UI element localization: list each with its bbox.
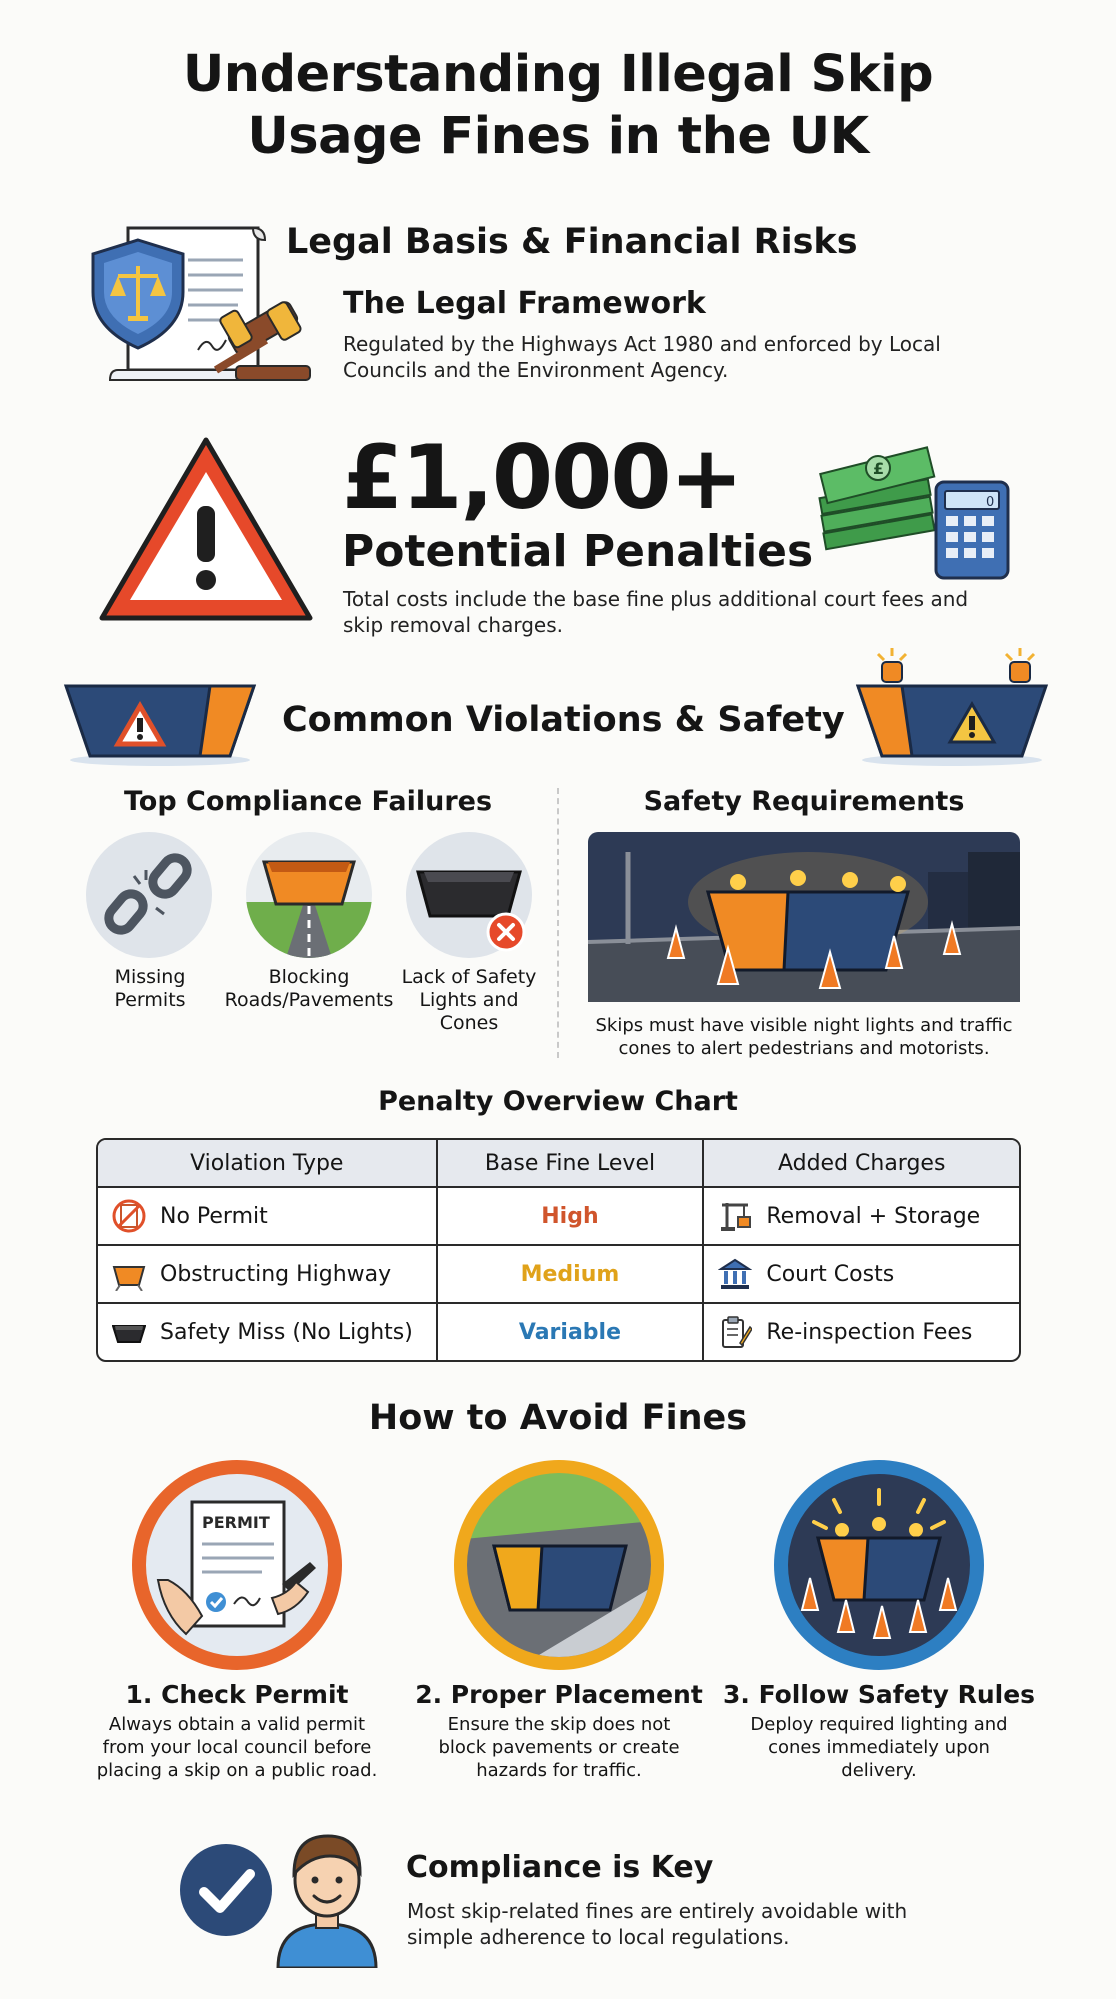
step-safety bbox=[714, 1680, 1044, 1782]
safety-text-line2: cones to alert pedestrians and motorists. bbox=[618, 1038, 990, 1059]
failure-item-safety bbox=[384, 966, 554, 1035]
penalty-text-line2: skip removal charges. bbox=[343, 613, 563, 637]
step-text-line: Deploy required lighting and bbox=[750, 1714, 1008, 1735]
violation-type: Obstructing Highway bbox=[160, 1261, 392, 1287]
legal-heading: Legal Basis & Financial Risks bbox=[286, 222, 858, 262]
penalty-text bbox=[343, 586, 968, 638]
step-title: 3. Follow Safety Rules bbox=[722, 1680, 1036, 1709]
checkmark-icon bbox=[176, 1840, 276, 1940]
compliance-heading: Compliance is Key bbox=[406, 1850, 714, 1885]
column-header: Added Charges bbox=[702, 1140, 1019, 1186]
skip-warning-left-icon bbox=[60, 672, 260, 768]
fine-level: Variable bbox=[436, 1304, 703, 1360]
failure-label: Lights and bbox=[419, 989, 519, 1011]
column-header: Base Fine Level bbox=[436, 1140, 703, 1186]
failures-heading: Top Compliance Failures bbox=[123, 786, 493, 817]
page-title-line2: Usage Fines in the UK bbox=[247, 107, 869, 166]
broken-chain-icon bbox=[86, 832, 212, 958]
legal-text-line1: Regulated by the Highways Act 1980 and enforced by Local bbox=[343, 332, 941, 356]
failure-label: Cones bbox=[439, 1012, 499, 1034]
section-divider bbox=[557, 788, 559, 1058]
skip-warning-lit-icon bbox=[852, 642, 1052, 768]
legal-text bbox=[343, 331, 941, 383]
column-header: Violation Type bbox=[190, 1150, 344, 1176]
step-text bbox=[72, 1713, 402, 1782]
compliance-text-line1: Most skip-related fines are entirely avoidable with bbox=[407, 1899, 908, 1923]
step-text bbox=[714, 1713, 1044, 1782]
cash-stack-icon bbox=[819, 447, 934, 549]
failure-item-blocking bbox=[206, 966, 412, 1012]
added-charge: Court Costs bbox=[766, 1261, 895, 1287]
crane-icon bbox=[718, 1199, 752, 1233]
table-row bbox=[98, 1244, 1019, 1302]
step-text-line: hazards for traffic. bbox=[476, 1760, 642, 1781]
fine-level: High bbox=[436, 1188, 703, 1244]
money-illustration bbox=[818, 424, 1018, 584]
chart-heading: Penalty Overview Chart bbox=[378, 1086, 738, 1117]
step-placement bbox=[394, 1680, 724, 1782]
added-charge: Re-inspection Fees bbox=[766, 1319, 973, 1345]
person-icon bbox=[268, 1818, 386, 1968]
skip-on-road-icon bbox=[246, 832, 372, 958]
step-title: 2. Proper Placement bbox=[415, 1680, 703, 1709]
no-permit-icon bbox=[112, 1199, 146, 1233]
compliance-text bbox=[407, 1898, 907, 1950]
page-title bbox=[0, 44, 1116, 168]
dark-skip-icon bbox=[112, 1315, 146, 1349]
step-text-line: Ensure the skip does not bbox=[447, 1714, 671, 1735]
unlit-skip-icon bbox=[406, 832, 532, 958]
violation-type: Safety Miss (No Lights) bbox=[160, 1319, 413, 1345]
added-charge: Removal + Storage bbox=[766, 1203, 981, 1229]
warning-icon bbox=[96, 432, 316, 628]
step-text-line: Always obtain a valid permit bbox=[108, 1714, 366, 1735]
orange-skip-icon bbox=[112, 1257, 146, 1291]
table-row bbox=[98, 1302, 1019, 1360]
compliance-text-line2: simple adherence to local regulations. bbox=[407, 1925, 790, 1949]
violation-type: No Permit bbox=[160, 1203, 268, 1229]
legal-text-line2: Councils and the Environment Agency. bbox=[343, 358, 729, 382]
penalty-text-line1: Total costs include the base fine plus additional court fees and bbox=[343, 587, 969, 611]
safety-heading: Safety Requirements bbox=[643, 786, 965, 817]
table-header-row bbox=[98, 1140, 1019, 1186]
failure-label: Roads/Pavements bbox=[224, 989, 394, 1011]
step-text-line: from your local council before bbox=[102, 1737, 372, 1758]
permit-icon bbox=[132, 1460, 342, 1670]
clipboard-icon bbox=[718, 1315, 752, 1349]
calculator-display: 0 bbox=[986, 495, 995, 510]
calculator-icon bbox=[936, 482, 1008, 578]
step-title: 1. Check Permit bbox=[125, 1680, 349, 1709]
page-title-line1: Understanding Illegal Skip bbox=[182, 45, 934, 104]
permit-badge-text: PERMIT bbox=[202, 1513, 270, 1532]
svg-text:£: £ bbox=[873, 459, 885, 478]
step-text-line: delivery. bbox=[841, 1760, 917, 1781]
penalty-table bbox=[96, 1138, 1021, 1362]
violations-heading: Common Violations & Safety bbox=[282, 700, 845, 740]
fine-level: Medium bbox=[436, 1246, 703, 1302]
failure-label: Permits bbox=[114, 989, 186, 1011]
step-text-line: cones immediately upon bbox=[768, 1737, 990, 1758]
legal-subheading: The Legal Framework bbox=[343, 286, 706, 321]
step-text-line: placing a skip on a public road. bbox=[96, 1760, 378, 1781]
penalty-label: Potential Penalties bbox=[342, 526, 814, 577]
night-skip-illustration bbox=[588, 832, 1020, 1002]
penalty-amount: £1,000+ bbox=[342, 426, 742, 529]
step-text bbox=[394, 1713, 724, 1782]
placement-icon bbox=[454, 1460, 664, 1670]
table-row bbox=[98, 1186, 1019, 1244]
failure-label: Blocking bbox=[268, 966, 350, 988]
failure-label: Lack of Safety bbox=[401, 966, 537, 988]
safety-text-line1: Skips must have visible night lights and traffic bbox=[595, 1015, 1013, 1036]
step-permit bbox=[72, 1680, 402, 1782]
safety-text bbox=[588, 1014, 1020, 1060]
step-text-line: block pavements or create bbox=[438, 1737, 680, 1758]
courthouse-icon bbox=[718, 1257, 752, 1291]
avoid-heading: How to Avoid Fines bbox=[368, 1398, 748, 1438]
safety-lights-icon bbox=[774, 1460, 984, 1670]
failure-label: Missing bbox=[114, 966, 186, 988]
